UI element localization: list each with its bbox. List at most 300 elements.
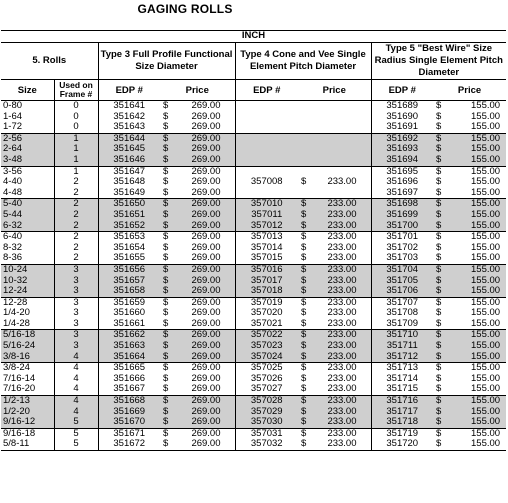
page-title: GAGING ROLLS — [137, 2, 233, 16]
currency-cell: $ — [433, 352, 453, 363]
edp5-cell: 351720 — [371, 439, 433, 450]
edp3-cell: 351663 — [98, 341, 160, 352]
currency-cell: $ — [298, 352, 318, 363]
frame-cell: 3 — [54, 330, 98, 341]
price4-cell — [318, 144, 371, 155]
price4-cell — [318, 133, 371, 144]
currency-cell: $ — [433, 363, 453, 374]
price5-cell: 155.00 — [453, 286, 506, 297]
price3-cell: 269.00 — [180, 221, 235, 232]
currency-cell: $ — [163, 384, 169, 395]
price3-cell: 269.00 — [180, 330, 235, 341]
price3-cell: 269.00 — [191, 384, 221, 395]
currency-cell: $ — [298, 221, 318, 232]
currency-cell: $ — [433, 286, 453, 297]
price4-cell: 233.00 — [318, 363, 371, 374]
price3-cell: 269.00 — [191, 122, 221, 133]
edp4-cell: 357031 — [235, 428, 298, 439]
frame-cell: 0 — [54, 101, 98, 112]
edp4-cell: 357017 — [235, 276, 298, 287]
edp3-cell: 351671 — [98, 428, 160, 439]
price5-cell: 155.00 — [471, 187, 501, 198]
currency-cell — [298, 101, 318, 112]
size-cell: 6-32 — [1, 221, 54, 232]
edp5-cell: 351698 — [371, 199, 433, 210]
edp4-cell — [235, 101, 298, 112]
currency-cell: $ — [163, 308, 169, 319]
edp3-cell: 351661 — [98, 319, 160, 330]
price5-cell: 155.00 — [453, 264, 506, 275]
edp5-cell: 351706 — [371, 286, 433, 297]
currency-cell: $ — [163, 122, 169, 133]
frame-cell: 3 — [54, 341, 98, 352]
edp3-cell: 351668 — [98, 396, 160, 407]
currency-cell: $ — [436, 122, 442, 133]
table-row — [1, 232, 506, 243]
currency-cell: $ — [436, 384, 442, 395]
frame-cell: 3 — [54, 276, 98, 287]
frame-cell: 2 — [54, 199, 98, 210]
currency-cell: $ — [433, 428, 453, 439]
edp3-cell: 351655 — [98, 253, 160, 264]
currency-cell: $ — [163, 253, 169, 264]
edp3-cell: 351652 — [98, 221, 160, 232]
size-cell: 6-40 — [1, 232, 54, 243]
currency-cell: $ — [301, 242, 307, 253]
frame-cell: 4 — [54, 407, 98, 418]
currency-cell: $ — [301, 318, 307, 329]
frame-cell: 5 — [54, 428, 98, 439]
table-row — [1, 417, 506, 428]
edp5-cell: 351718 — [371, 417, 433, 428]
edp4-cell — [235, 155, 298, 166]
size-cell: 9/16-12 — [1, 417, 54, 428]
price3-cell: 269.00 — [180, 210, 235, 221]
edp5-cell: 351717 — [371, 407, 433, 418]
size-cell: 2-64 — [1, 144, 54, 155]
frame-cell: 4 — [54, 374, 98, 385]
currency-cell — [298, 112, 318, 123]
edp3-cell: 351670 — [98, 417, 160, 428]
currency-cell — [298, 155, 318, 166]
size-cell: 8-32 — [3, 242, 23, 253]
edp3-cell: 351654 — [98, 243, 160, 254]
edp4-cell: 357019 — [235, 297, 298, 308]
edp3-cell: 351641 — [98, 101, 160, 112]
edp4-cell: 357026 — [235, 374, 298, 385]
currency-cell: $ — [160, 286, 180, 297]
edp5-cell: 351693 — [371, 144, 433, 155]
price4-cell: 233.00 — [318, 428, 371, 439]
price5-cell: 155.00 — [453, 396, 506, 407]
table-row — [1, 101, 506, 112]
price4-cell: 233.00 — [318, 352, 371, 363]
currency-cell: $ — [436, 100, 442, 111]
price3-cell: 269.00 — [180, 363, 235, 374]
edp3-cell: 351646 — [98, 155, 160, 166]
currency-cell: $ — [160, 297, 180, 308]
edp4-cell: 357024 — [235, 352, 298, 363]
edp3-cell: 351645 — [98, 144, 160, 155]
frame-cell: 3 — [54, 264, 98, 275]
size-cell: 12-24 — [1, 286, 54, 297]
table-row — [1, 341, 506, 352]
edp3-cell: 351665 — [98, 363, 160, 374]
size-cell: 2-56 — [1, 133, 54, 144]
unit-header: INCH — [1, 31, 506, 43]
price5-cell: 155.00 — [453, 166, 506, 177]
frame-cell: 1 — [54, 166, 98, 177]
price5-cell: 155.00 — [453, 155, 506, 166]
edp5-cell: 351714 — [371, 374, 433, 385]
edp3-cell: 351653 — [98, 232, 160, 243]
table-row — [1, 384, 506, 395]
table-row — [1, 188, 506, 199]
table-row — [1, 199, 506, 210]
currency-cell: $ — [301, 308, 307, 319]
price4-cell: 233.00 — [327, 253, 357, 264]
edp3-cell: 351644 — [98, 133, 160, 144]
table-row — [1, 439, 506, 450]
currency-cell: $ — [160, 363, 180, 374]
edp3-cell: 351664 — [98, 352, 160, 363]
rolls-header: 5. Rolls — [32, 55, 67, 66]
currency-cell: $ — [433, 417, 453, 428]
edp4-cell: 357012 — [235, 221, 298, 232]
size-cell: 7/16-20 — [3, 384, 36, 395]
col-price3-header: Price — [160, 80, 235, 101]
price3-cell: 269.00 — [180, 264, 235, 275]
col-edp5-header: EDP # — [371, 80, 433, 101]
edp4-cell — [235, 112, 298, 123]
price5-cell: 155.00 — [453, 221, 506, 232]
edp4-cell: 357029 — [235, 407, 298, 418]
table-row — [1, 221, 506, 232]
currency-cell: $ — [433, 297, 453, 308]
frame-cell: 1 — [54, 155, 98, 166]
edp3-cell: 351656 — [98, 264, 160, 275]
price4-cell: 233.00 — [327, 384, 357, 395]
table-row — [1, 264, 506, 275]
price5-cell: 155.00 — [471, 177, 501, 188]
price4-cell: 233.00 — [318, 396, 371, 407]
currency-cell: $ — [433, 341, 453, 352]
currency-cell: $ — [436, 318, 442, 329]
currency-cell: $ — [301, 373, 307, 384]
currency-cell: $ — [301, 384, 307, 395]
currency-cell: $ — [160, 417, 180, 428]
table-row — [1, 297, 506, 308]
currency-cell: $ — [433, 144, 453, 155]
edp5-cell: 351707 — [371, 297, 433, 308]
currency-cell: $ — [160, 166, 180, 177]
price3-cell: 269.00 — [191, 187, 221, 198]
currency-cell: $ — [436, 111, 442, 122]
type4-header: Type 4 Cone and Vee Single Element Pitch Diameter — [235, 43, 371, 80]
table-row — [1, 363, 506, 374]
edp5-cell: 351697 — [371, 188, 433, 199]
price3-cell: 269.00 — [191, 111, 221, 122]
edp3-cell: 351648 — [98, 177, 160, 188]
currency-cell: $ — [433, 133, 453, 144]
edp4-cell: 357018 — [235, 286, 298, 297]
price4-cell — [318, 155, 371, 166]
price4-cell: 233.00 — [318, 286, 371, 297]
edp4-cell — [235, 122, 298, 133]
edp4-cell: 357021 — [235, 319, 298, 330]
table-row — [1, 428, 506, 439]
price5-cell: 155.00 — [471, 253, 501, 264]
price3-cell: 269.00 — [191, 177, 221, 188]
edp3-cell: 351658 — [98, 286, 160, 297]
edp5-cell: 351691 — [371, 122, 433, 133]
currency-cell: $ — [298, 428, 318, 439]
price4-cell: 233.00 — [327, 373, 357, 384]
price4-cell — [318, 101, 371, 112]
price3-cell: 269.00 — [180, 199, 235, 210]
frame-cell: 2 — [54, 221, 98, 232]
size-cell: 10-24 — [1, 264, 54, 275]
table-body — [1, 101, 506, 451]
price5-cell: 155.00 — [471, 100, 501, 111]
edp5-cell: 351694 — [371, 155, 433, 166]
edp5-cell: 351711 — [371, 341, 433, 352]
currency-cell: $ — [163, 111, 169, 122]
edp5-cell: 351709 — [371, 319, 433, 330]
table-row — [1, 177, 506, 188]
table-row — [1, 112, 506, 123]
currency-cell: $ — [163, 187, 169, 198]
price5-cell: 155.00 — [471, 242, 501, 253]
size-cell: 1/4-20 — [3, 308, 30, 319]
price3-cell: 269.00 — [180, 407, 235, 418]
currency-cell: $ — [433, 396, 453, 407]
currency-cell: $ — [160, 221, 180, 232]
size-cell: 3-48 — [1, 155, 54, 166]
frame-cell: 0 — [54, 112, 98, 123]
price5-cell: 155.00 — [453, 363, 506, 374]
price4-cell: 233.00 — [318, 297, 371, 308]
price5-cell: 155.00 — [453, 144, 506, 155]
size-cell: 5-40 — [1, 199, 54, 210]
currency-cell — [298, 166, 318, 177]
edp4-cell: 357016 — [235, 264, 298, 275]
frame-cell: 2 — [54, 253, 98, 264]
table-row — [1, 276, 506, 287]
frame-cell: 2 — [54, 210, 98, 221]
currency-cell: $ — [298, 232, 318, 243]
currency-cell: $ — [298, 341, 318, 352]
col-edp3-header: EDP # — [98, 80, 160, 101]
price4-cell: 233.00 — [318, 264, 371, 275]
price5-cell: 155.00 — [453, 133, 506, 144]
table-row — [1, 243, 506, 254]
edp5-cell: 351701 — [371, 232, 433, 243]
currency-cell: $ — [436, 177, 442, 188]
currency-cell: $ — [298, 286, 318, 297]
currency-cell: $ — [433, 155, 453, 166]
col-price4-header: Price — [298, 80, 371, 101]
edp5-cell: 351690 — [371, 112, 433, 123]
table-row — [1, 374, 506, 385]
currency-cell: $ — [433, 199, 453, 210]
currency-cell: $ — [163, 177, 169, 188]
col-size-header: Size — [1, 80, 54, 101]
currency-cell: $ — [436, 187, 442, 198]
table-row — [1, 396, 506, 407]
frame-cell: 4 — [54, 352, 98, 363]
size-cell: 9/16-18 — [1, 428, 54, 439]
price4-cell: 233.00 — [327, 242, 357, 253]
table-row — [1, 407, 506, 418]
edp5-cell: 351712 — [371, 352, 433, 363]
currency-cell: $ — [301, 177, 307, 188]
currency-cell: $ — [436, 373, 442, 384]
currency-cell — [298, 122, 318, 133]
currency-cell — [298, 188, 318, 199]
price5-cell: 155.00 — [453, 417, 506, 428]
currency-cell: $ — [433, 276, 453, 287]
edp3-cell: 351666 — [98, 374, 160, 385]
price5-cell: 155.00 — [471, 122, 501, 133]
price5-cell: 155.00 — [453, 232, 506, 243]
price5-cell: 155.00 — [471, 384, 501, 395]
edp5-cell: 351696 — [371, 177, 433, 188]
currency-cell: $ — [298, 439, 318, 450]
currency-cell: $ — [160, 276, 180, 287]
frame-cell: 0 — [54, 122, 98, 133]
size-cell: 1-72 — [3, 122, 23, 133]
frame-cell: 1 — [54, 133, 98, 144]
price3-cell: 269.00 — [180, 439, 235, 450]
currency-cell: $ — [160, 155, 180, 166]
edp3-cell: 351651 — [98, 210, 160, 221]
edp5-cell: 351710 — [371, 330, 433, 341]
edp4-cell: 357010 — [235, 199, 298, 210]
type5-header: Type 5 "Best Wire" Size Radius Single Element Pitch Diameter — [371, 43, 506, 80]
price4-cell: 233.00 — [327, 318, 357, 329]
edp5-cell: 351692 — [371, 133, 433, 144]
edp3-cell: 351647 — [98, 166, 160, 177]
edp3-cell: 351649 — [98, 188, 160, 199]
size-cell: 1/4-28 — [3, 318, 30, 329]
price3-cell: 269.00 — [180, 133, 235, 144]
price4-cell: 233.00 — [318, 221, 371, 232]
currency-cell: $ — [433, 221, 453, 232]
edp4-cell: 357011 — [235, 210, 298, 221]
col-edp4-header: EDP # — [235, 80, 298, 101]
price4-cell — [318, 188, 371, 199]
size-cell: 8-36 — [3, 253, 23, 264]
price3-cell: 269.00 — [191, 253, 221, 264]
currency-cell: $ — [298, 417, 318, 428]
price4-cell: 233.00 — [318, 341, 371, 352]
currency-cell — [298, 144, 318, 155]
size-cell: 7/16-14 — [3, 373, 36, 384]
currency-cell: $ — [160, 428, 180, 439]
price5-cell: 155.00 — [453, 199, 506, 210]
currency-cell: $ — [298, 210, 318, 221]
price4-cell — [318, 122, 371, 133]
price3-cell: 269.00 — [180, 428, 235, 439]
price4-cell: 233.00 — [318, 439, 371, 450]
frame-cell: 5 — [54, 439, 98, 450]
size-cell: 1-64 — [3, 111, 23, 122]
table-row — [1, 144, 506, 155]
frame-cell: 4 — [54, 384, 98, 395]
currency-cell: $ — [160, 330, 180, 341]
price3-cell: 269.00 — [191, 242, 221, 253]
frame-cell: 3 — [54, 286, 98, 297]
frame-cell: 2 — [54, 232, 98, 243]
price5-cell: 155.00 — [453, 330, 506, 341]
currency-cell: $ — [433, 330, 453, 341]
edp5-cell: 351705 — [371, 276, 433, 287]
edp4-cell — [235, 188, 298, 199]
currency-cell: $ — [160, 210, 180, 221]
edp3-cell: 351642 — [98, 112, 160, 123]
edp4-cell: 357015 — [235, 253, 298, 264]
price4-cell — [318, 112, 371, 123]
price4-cell — [318, 166, 371, 177]
edp4-cell: 357013 — [235, 232, 298, 243]
currency-cell: $ — [163, 373, 169, 384]
price3-cell: 269.00 — [180, 297, 235, 308]
frame-cell: 5 — [54, 417, 98, 428]
edp3-cell: 351659 — [98, 297, 160, 308]
size-cell: 1/2-20 — [1, 407, 54, 418]
price3-cell: 269.00 — [180, 144, 235, 155]
size-cell: 12-28 — [1, 297, 54, 308]
price3-cell: 269.00 — [180, 417, 235, 428]
edp5-cell: 351713 — [371, 363, 433, 374]
table-row — [1, 319, 506, 330]
table-row — [1, 286, 506, 297]
frame-cell: 3 — [54, 297, 98, 308]
price5-cell: 155.00 — [453, 276, 506, 287]
edp5-cell: 351699 — [371, 210, 433, 221]
currency-cell: $ — [433, 210, 453, 221]
type3-header: Type 3 Full Profile Functional Size Diameter — [98, 43, 235, 80]
currency-cell: $ — [160, 144, 180, 155]
currency-cell: $ — [160, 133, 180, 144]
currency-cell: $ — [160, 352, 180, 363]
price5-cell: 155.00 — [453, 407, 506, 418]
size-cell: 4-40 — [3, 177, 23, 188]
table-row — [1, 155, 506, 166]
size-cell: 5-44 — [1, 210, 54, 221]
size-cell: 1/2-13 — [1, 396, 54, 407]
edp4-cell: 357032 — [235, 439, 298, 450]
frame-cell: 3 — [54, 308, 98, 319]
currency-cell: $ — [298, 396, 318, 407]
currency-cell: $ — [160, 232, 180, 243]
currency-cell: $ — [298, 297, 318, 308]
edp4-cell — [235, 144, 298, 155]
edp5-cell: 351715 — [371, 384, 433, 395]
currency-cell: $ — [298, 199, 318, 210]
price5-cell: 155.00 — [471, 111, 501, 122]
currency-cell: $ — [436, 242, 442, 253]
currency-cell: $ — [160, 396, 180, 407]
table-row — [1, 352, 506, 363]
table-row — [1, 166, 506, 177]
frame-cell: 2 — [54, 177, 98, 188]
currency-cell: $ — [298, 407, 318, 418]
currency-cell: $ — [160, 264, 180, 275]
price3-cell: 269.00 — [180, 155, 235, 166]
edp5-cell: 351703 — [371, 253, 433, 264]
